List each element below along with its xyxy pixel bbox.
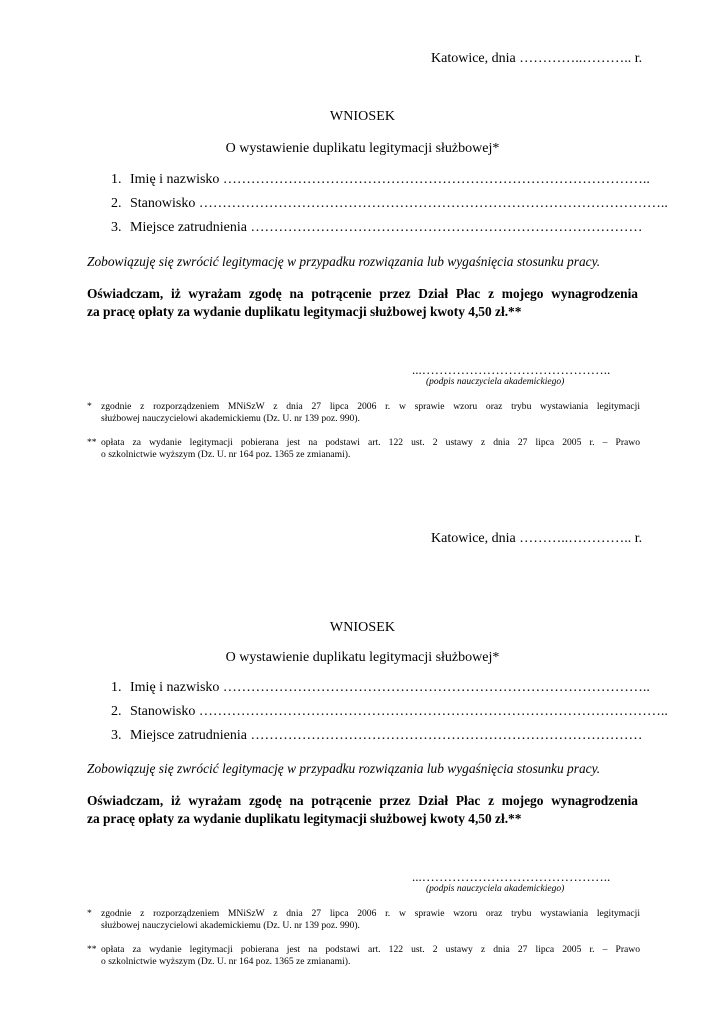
consent-line-1: Oświadczam, iż wyrażam zgodę na potrącenie przez Dział Płac z mojego wynagrodzenia xyxy=(87,286,638,301)
item-text: Stanowisko ……………………………………………………………………………………….. xyxy=(130,704,668,719)
item-number: 2. xyxy=(111,704,122,719)
item-number: 1. xyxy=(111,172,122,187)
footnote-text-line-1: opłata za wydanie legitymacji pobierana jest na podstawi art. 122 ust. 2 ustawy z dnia 27 lipca 2005 r. – Prawo xyxy=(101,437,640,448)
field-name-surname xyxy=(111,680,650,696)
signature-line: ...…………………………………….. xyxy=(412,869,611,884)
footnote-1 xyxy=(87,401,640,425)
request-form-1 xyxy=(0,0,725,500)
consent-line-2: za pracę opłaty za wydanie duplikatu legitymacji służbowej kwoty 4,50 zł.** xyxy=(87,811,522,826)
footnote-text-line-2: o szkolnictwie wyższym (Dz. U. nr 164 poz. 1365 ze zmianami). xyxy=(101,449,351,460)
footnote-text-line-1: zgodnie z rozporządzeniem MNiSzW z dnia 27 lipca 2006 r. w sprawie wzoru oraz trybu wystawiania legitymacji xyxy=(101,908,640,919)
commitment-statement: Zobowiązuję się zwrócić legitymację w przypadku rozwiązania lub wygaśnięcia stosunku pracy. xyxy=(87,761,601,776)
form-title: WNIOSEK xyxy=(329,620,396,635)
footnote-mark: * xyxy=(87,401,92,412)
footnote-mark: ** xyxy=(87,437,97,448)
consent-statement xyxy=(87,285,638,321)
footnote-mark: * xyxy=(87,908,92,919)
date-line: Katowice, dnia …………..……….. r. xyxy=(431,51,643,66)
field-position xyxy=(111,196,668,212)
footnote-1 xyxy=(87,908,640,932)
signature-line: ...…………………………………….. xyxy=(412,362,611,377)
footnote-2 xyxy=(87,944,640,968)
signature-label: (podpis nauczyciela akademickiego) xyxy=(426,884,565,894)
consent-statement xyxy=(87,792,638,828)
form-subtitle: O wystawienie duplikatu legitymacji służbowej* xyxy=(225,141,500,156)
item-text: Imię i nazwisko ……………………………………………………………………………….. xyxy=(130,172,650,187)
date-line: Katowice, dnia ………..………….. r. xyxy=(431,531,643,546)
item-number: 3. xyxy=(111,220,122,235)
item-number: 1. xyxy=(111,680,122,695)
item-text: Miejsce zatrudnienia ………………………………………………………………………… xyxy=(130,220,643,235)
form-title: WNIOSEK xyxy=(329,109,396,124)
consent-line-1: Oświadczam, iż wyrażam zgodę na potrącenie przez Dział Płac z mojego wynagrodzenia xyxy=(87,793,638,808)
footnote-text-line-1: zgodnie z rozporządzeniem MNiSzW z dnia 27 lipca 2006 r. w sprawie wzoru oraz trybu wystawiania legitymacji xyxy=(101,401,640,412)
consent-line-2: za pracę opłaty za wydanie duplikatu legitymacji służbowej kwoty 4,50 zł.** xyxy=(87,304,522,319)
field-workplace xyxy=(111,220,643,236)
footnote-text-line-2: służbowej nauczycielowi akademickiemu (Dz. U. nr 139 poz. 990). xyxy=(101,920,360,931)
item-number: 2. xyxy=(111,196,122,211)
signature-label: (podpis nauczyciela akademickiego) xyxy=(426,377,565,387)
footnote-2 xyxy=(87,437,640,461)
footnote-text-line-2: służbowej nauczycielowi akademickiemu (Dz. U. nr 139 poz. 990). xyxy=(101,413,360,424)
item-text: Stanowisko ……………………………………………………………………………………….. xyxy=(130,196,668,211)
item-number: 3. xyxy=(111,728,122,743)
field-workplace xyxy=(111,728,643,744)
field-position xyxy=(111,704,668,720)
form-subtitle: O wystawienie duplikatu legitymacji służbowej* xyxy=(225,650,500,665)
commitment-statement: Zobowiązuję się zwrócić legitymację w przypadku rozwiązania lub wygaśnięcia stosunku pracy. xyxy=(87,254,601,269)
item-text: Miejsce zatrudnienia ………………………………………………………………………… xyxy=(130,728,643,743)
footnote-mark: ** xyxy=(87,944,97,955)
footnote-text-line-2: o szkolnictwie wyższym (Dz. U. nr 164 poz. 1365 ze zmianami). xyxy=(101,956,351,967)
field-name-surname xyxy=(111,172,650,188)
footnote-text-line-1: opłata za wydanie legitymacji pobierana jest na podstawi art. 122 ust. 2 ustawy z dnia 27 lipca 2005 r. – Prawo xyxy=(101,944,640,955)
item-text: Imię i nazwisko ……………………………………………………………………………….. xyxy=(130,680,650,695)
request-form-2 xyxy=(0,499,725,999)
